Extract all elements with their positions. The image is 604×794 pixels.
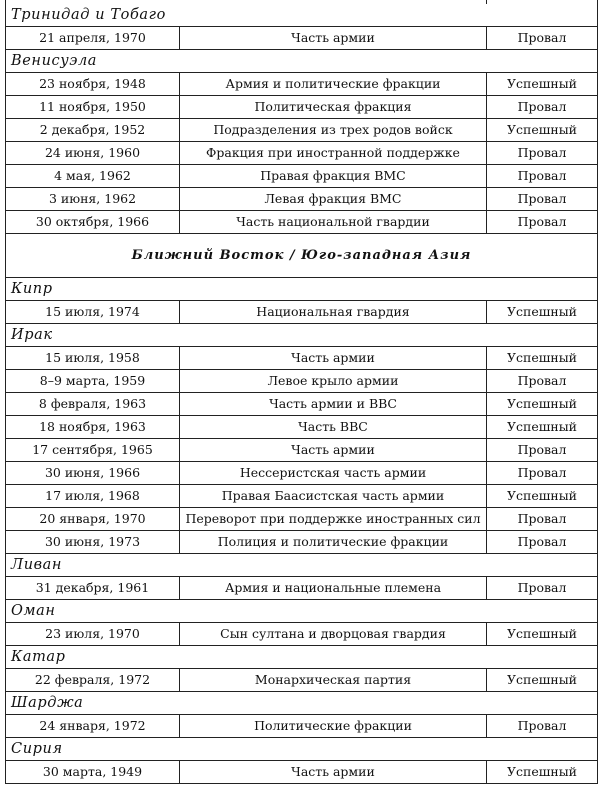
result-cell: Провал <box>486 211 598 233</box>
date-cell: 24 июня, 1960 <box>5 142 179 164</box>
country-name: Шарджа <box>11 695 84 711</box>
participants-cell: Правая Баасистская часть армии <box>179 485 486 507</box>
table-row <box>5 508 598 531</box>
result-cell: Провал <box>486 508 598 530</box>
country-header <box>5 554 598 577</box>
region-header <box>5 234 598 278</box>
table-row <box>5 577 598 600</box>
country-name: Тринидад и Тобаго <box>11 7 166 23</box>
date-cell: 30 июня, 1973 <box>5 531 179 553</box>
result-cell: Успешный <box>486 669 598 691</box>
date-cell: 15 июля, 1958 <box>5 347 179 369</box>
result-cell: Провал <box>486 165 598 187</box>
result-cell: Провал <box>486 715 598 737</box>
country-name: Сирия <box>11 741 63 757</box>
table-row <box>5 462 598 485</box>
participants-cell: Левая фракция ВМС <box>179 188 486 210</box>
result-cell: Успешный <box>486 485 598 507</box>
result-cell: Провал <box>486 96 598 118</box>
date-cell: 30 марта, 1949 <box>5 761 179 783</box>
table-row <box>5 27 598 50</box>
date-cell: 20 января, 1970 <box>5 508 179 530</box>
participants-cell: Национальная гвардия <box>179 301 486 323</box>
table-row <box>5 669 598 692</box>
country-header <box>5 50 598 73</box>
country-header <box>5 692 598 715</box>
date-cell: 11 ноября, 1950 <box>5 96 179 118</box>
result-cell: Успешный <box>486 761 598 783</box>
table-row <box>5 485 598 508</box>
table-row <box>5 439 598 462</box>
table-row <box>5 416 598 439</box>
country-name: Ирак <box>11 327 53 343</box>
country-name: Оман <box>11 603 56 619</box>
participants-cell: Правая фракция ВМС <box>179 165 486 187</box>
country-header <box>5 4 598 27</box>
result-cell: Успешный <box>486 393 598 415</box>
country-name: Венисуэла <box>11 53 98 69</box>
table-row <box>5 370 598 393</box>
date-cell: 24 января, 1972 <box>5 715 179 737</box>
date-cell: 30 июня, 1966 <box>5 462 179 484</box>
date-cell: 4 мая, 1962 <box>5 165 179 187</box>
result-cell: Провал <box>486 188 598 210</box>
date-cell: 23 ноября, 1948 <box>5 73 179 95</box>
result-cell: Провал <box>486 577 598 599</box>
result-cell: Провал <box>486 142 598 164</box>
result-cell: Провал <box>486 462 598 484</box>
table-row <box>5 142 598 165</box>
country-name: Катар <box>11 649 66 665</box>
participants-cell: Сын султана и дворцовая гвардия <box>179 623 486 645</box>
date-cell: 2 декабря, 1952 <box>5 119 179 141</box>
participants-cell: Часть армии <box>179 27 486 49</box>
region-name: Ближний Восток / Юго-западная Азия <box>131 248 472 263</box>
table-row <box>5 623 598 646</box>
result-cell: Успешный <box>486 416 598 438</box>
date-cell: 8–9 марта, 1959 <box>5 370 179 392</box>
table-row <box>5 119 598 142</box>
participants-cell: Часть армии <box>179 347 486 369</box>
participants-cell: Часть армии и ВВС <box>179 393 486 415</box>
date-cell: 23 июля, 1970 <box>5 623 179 645</box>
participants-cell: Полиция и политические фракции <box>179 531 486 553</box>
country-name: Ливан <box>11 557 63 573</box>
date-cell: 17 сентября, 1965 <box>5 439 179 461</box>
country-header <box>5 738 598 761</box>
result-cell: Провал <box>486 370 598 392</box>
participants-cell: Левое крыло армии <box>179 370 486 392</box>
country-header <box>5 646 598 669</box>
country-header <box>5 324 598 347</box>
date-cell: 17 июля, 1968 <box>5 485 179 507</box>
table-row <box>5 715 598 738</box>
country-header <box>5 600 598 623</box>
result-cell: Успешный <box>486 301 598 323</box>
participants-cell: Часть армии <box>179 439 486 461</box>
participants-cell: Переворот при поддержке иностранных сил <box>179 508 486 530</box>
participants-cell: Часть армии <box>179 761 486 783</box>
participants-cell: Фракция при иностранной поддержке <box>179 142 486 164</box>
country-name: Кипр <box>11 281 53 297</box>
date-cell: 3 июня, 1962 <box>5 188 179 210</box>
participants-cell: Часть ВВС <box>179 416 486 438</box>
table-row <box>5 165 598 188</box>
table-row <box>5 531 598 554</box>
participants-cell: Армия и политические фракции <box>179 73 486 95</box>
date-cell: 15 июля, 1974 <box>5 301 179 323</box>
table-row <box>5 761 598 784</box>
table-row <box>5 347 598 370</box>
country-header <box>5 278 598 301</box>
table-row <box>5 96 598 119</box>
result-cell: Успешный <box>486 119 598 141</box>
participants-cell: Политические фракции <box>179 715 486 737</box>
participants-cell: Подразделения из трех родов войск <box>179 119 486 141</box>
coups-table <box>5 0 598 794</box>
date-cell: 21 апреля, 1970 <box>5 27 179 49</box>
result-cell: Успешный <box>486 73 598 95</box>
table-row <box>5 211 598 234</box>
table-row <box>5 301 598 324</box>
participants-cell: Нессеристская часть армии <box>179 462 486 484</box>
table-row <box>5 393 598 416</box>
date-cell: 22 февраля, 1972 <box>5 669 179 691</box>
result-cell: Провал <box>486 531 598 553</box>
table-row <box>5 73 598 96</box>
date-cell: 8 февраля, 1963 <box>5 393 179 415</box>
table-row <box>5 188 598 211</box>
date-cell: 30 октября, 1966 <box>5 211 179 233</box>
result-cell: Провал <box>486 439 598 461</box>
result-cell: Успешный <box>486 623 598 645</box>
result-cell: Провал <box>486 27 598 49</box>
participants-cell: Монархическая партия <box>179 669 486 691</box>
participants-cell: Армия и национальные племена <box>179 577 486 599</box>
date-cell: 18 ноября, 1963 <box>5 416 179 438</box>
date-cell: 31 декабря, 1961 <box>5 577 179 599</box>
participants-cell: Часть национальной гвардии <box>179 211 486 233</box>
result-cell: Успешный <box>486 347 598 369</box>
participants-cell: Политическая фракция <box>179 96 486 118</box>
